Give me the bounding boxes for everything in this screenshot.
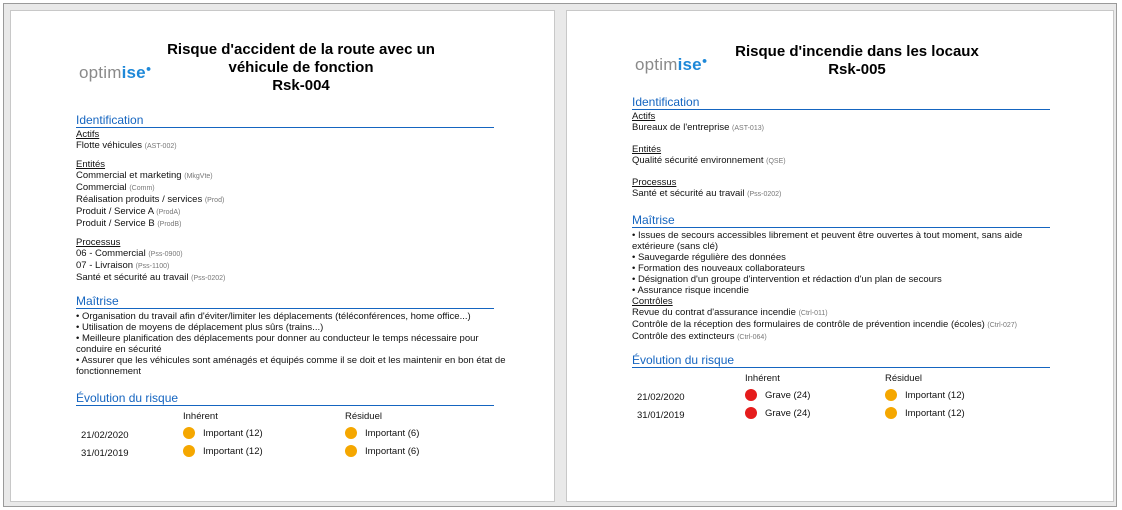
level-dot-icon <box>745 389 757 401</box>
list-item: 07 - Livraison (Pss-1100) <box>76 260 170 271</box>
row-date: 31/01/2019 <box>81 448 129 459</box>
inherent-level: Grave (24) <box>745 389 810 401</box>
section-divider <box>632 227 1050 228</box>
list-item: • Désignation d'un groupe d'intervention et rédaction d'un plan de secours <box>632 274 942 285</box>
risk-code: Rsk-005 <box>828 61 886 78</box>
col-inherent: Inhérent <box>183 411 218 422</box>
level-dot-icon <box>885 389 897 401</box>
level-dot-icon <box>345 427 357 439</box>
col-residuel: Résiduel <box>885 373 922 384</box>
level-dot-icon <box>885 407 897 419</box>
list-item: • Sauvegarde régulière des données <box>632 252 786 263</box>
evolution-heading: Évolution du risque <box>76 391 179 405</box>
list-item: extérieure (sans clé) <box>632 241 719 252</box>
maitrise-section <box>76 311 506 377</box>
list-item: • Assurer que les véhicules sont aménagés et équipés comme il se doit et les maintenir en bon état de <box>76 355 506 366</box>
list-item: • Meilleure planification des déplacements pour donner au conducteur le temps nécessaire pour <box>76 333 479 344</box>
maitrise-section <box>632 230 1062 343</box>
page-rsk-004 <box>10 10 555 502</box>
optimise-logo: optimise● <box>79 63 152 82</box>
list-item: fonctionnement <box>76 366 141 377</box>
page-title <box>151 41 451 95</box>
processus-label: Processus <box>76 237 121 248</box>
level-dot-icon <box>745 407 757 419</box>
list-item: Commercial (Comm) <box>76 182 155 193</box>
maitrise-heading: Maîtrise <box>76 294 119 308</box>
list-item: • Assurance risque incendie <box>632 285 749 296</box>
section-divider <box>76 127 494 128</box>
level-dot-icon <box>183 427 195 439</box>
list-item: Commercial et marketing (MkgVte) <box>76 170 213 181</box>
col-inherent: Inhérent <box>745 373 780 384</box>
list-item: Santé et sécurité au travail (Pss-0202) <box>76 272 226 283</box>
section-divider <box>632 109 1050 110</box>
list-item: Santé et sécurité au travail (Pss-0202) <box>632 188 782 199</box>
list-item: • Formation des nouveaux collaborateurs <box>632 263 805 274</box>
title-line-2: véhicule de fonction <box>228 59 374 76</box>
actifs-label: Actifs <box>76 129 100 140</box>
list-item: • Organisation du travail afin d'éviter/limiter les déplacements (téléconférences, home office...) <box>76 311 471 322</box>
list-item: Produit / Service A (ProdA) <box>76 206 181 217</box>
entites-label: Entités <box>632 144 662 155</box>
section-divider <box>76 405 494 406</box>
residuel-level: Important (6) <box>345 427 419 439</box>
title-line-1: Risque d'incendie dans les locaux <box>735 43 979 60</box>
document-viewer <box>3 3 1117 507</box>
list-item: Bureaux de l'entreprise (AST-013) <box>632 122 764 133</box>
inherent-level: Grave (24) <box>745 407 810 419</box>
level-dot-icon <box>183 445 195 457</box>
level-dot-icon <box>345 445 357 457</box>
list-item: Réalisation produits / services (Prod) <box>76 194 225 205</box>
list-item: Flotte véhicules (AST-002) <box>76 140 177 151</box>
list-item: • Issues de secours accessibles librement et peuvent être ouvertes à tout moment, sans aide <box>632 230 1023 241</box>
risk-code: Rsk-004 <box>272 77 330 94</box>
identification-heading: Identification <box>76 113 144 127</box>
controles-label: Contrôles <box>632 296 673 307</box>
col-residuel: Résiduel <box>345 411 382 422</box>
identification-section <box>76 129 496 284</box>
evolution-heading: Évolution du risque <box>632 353 735 367</box>
list-item: 06 - Commercial (Pss-0900) <box>76 248 183 259</box>
list-item: Revue du contrat d'assurance incendie (Ctrl-011) <box>632 307 828 318</box>
entites-label: Entités <box>76 159 106 170</box>
row-date: 21/02/2020 <box>81 430 129 441</box>
page-title <box>707 43 1007 79</box>
inherent-level: Important (12) <box>183 445 263 457</box>
row-date: 31/01/2019 <box>637 410 685 421</box>
processus-label: Processus <box>632 177 677 188</box>
row-date: 21/02/2020 <box>637 392 685 403</box>
identification-section <box>632 111 1052 200</box>
title-line-1: Risque d'accident de la route avec un <box>167 41 435 58</box>
section-divider <box>76 308 494 309</box>
residuel-level: Important (12) <box>885 389 965 401</box>
maitrise-heading: Maîtrise <box>632 213 675 227</box>
residuel-level: Important (6) <box>345 445 419 457</box>
residuel-level: Important (12) <box>885 407 965 419</box>
list-item: Qualité sécurité environnement (QSE) <box>632 155 786 166</box>
identification-heading: Identification <box>632 95 700 109</box>
page-rsk-005 <box>566 10 1114 502</box>
actifs-label: Actifs <box>632 111 656 122</box>
list-item: Contrôle de la réception des formulaires de contrôle de prévention incendie (écoles) (Ctrl-027) <box>632 319 1017 330</box>
optimise-logo: optimise● <box>635 55 708 74</box>
list-item: Produit / Service B (ProdB) <box>76 218 182 229</box>
list-item: • Utilisation de moyens de déplacement plus sûrs (trains...) <box>76 322 324 333</box>
inherent-level: Important (12) <box>183 427 263 439</box>
list-item: Contrôle des extincteurs (Ctrl-064) <box>632 331 767 342</box>
section-divider <box>632 367 1050 368</box>
list-item: conduire en sécurité <box>76 344 162 355</box>
